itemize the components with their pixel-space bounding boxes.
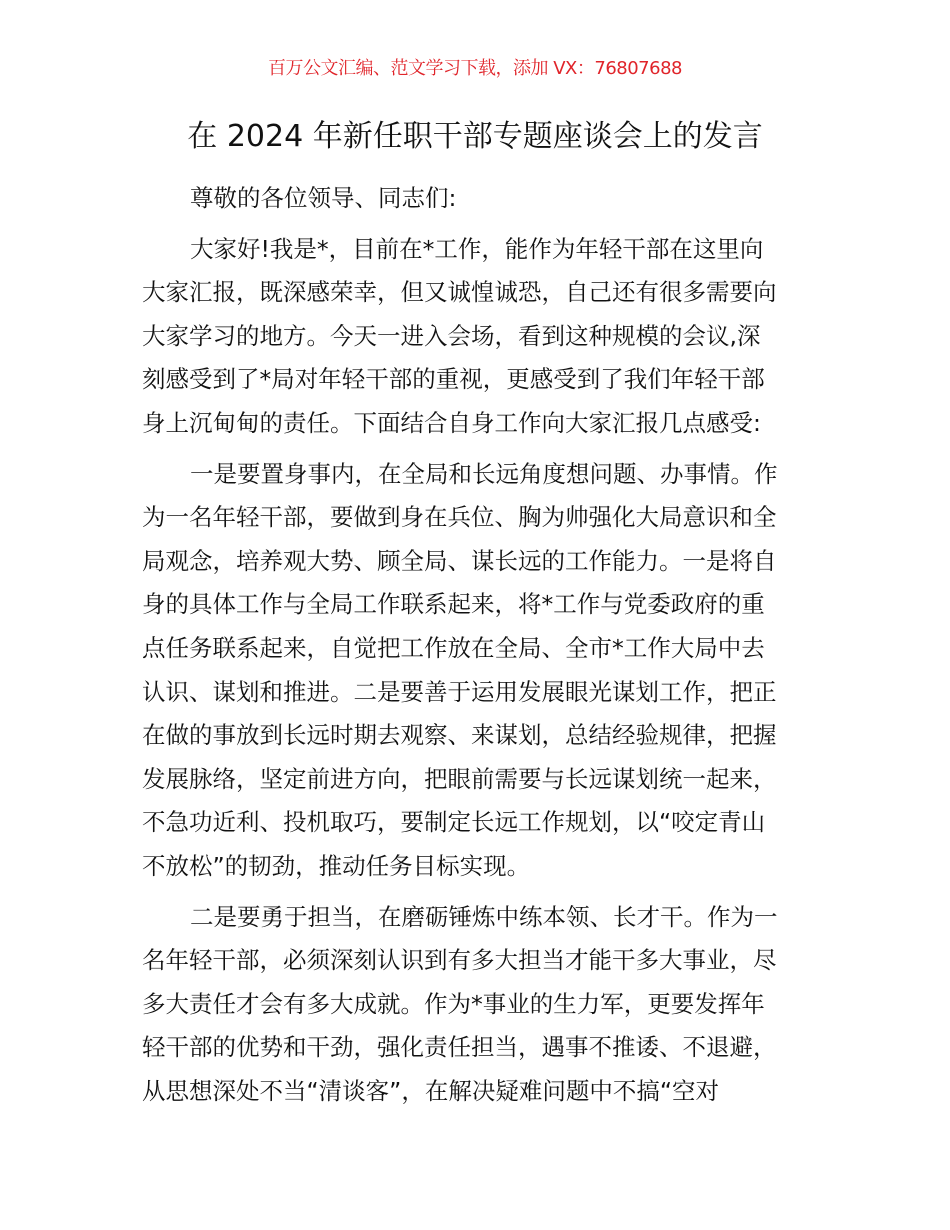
text-line: 点任务联系起来，自觉把工作放在全局、全市*工作大局中去 xyxy=(142,633,765,662)
paragraph-point-one xyxy=(142,453,822,889)
text-line: 发展脉络，坚定前进方向，把眼前需要与长远谋划统一起来， xyxy=(142,764,777,793)
text-line: 身上沉甸甸的责任。下面结合自身工作向大家汇报几点感受: xyxy=(142,408,761,437)
text-line: 局观念，培养观大势、顾全局、谋长远的工作能力。一是将自 xyxy=(142,546,777,575)
text-line: 刻感受到了*局对年轻干部的重视，更感受到了我们年轻干部 xyxy=(142,365,765,394)
text-line: 大家汇报，既深感荣幸，但又诚惶诚恐，自己还有很多需要向 xyxy=(142,278,777,307)
text-line: 二是要勇于担当，在磨砺锤炼中练本领、长才干。作为一 xyxy=(190,902,778,931)
watermark-header: 百万公文汇编、范文学习下载，添加 VX：76807688 xyxy=(268,58,682,79)
document-body xyxy=(142,170,822,1113)
text-line: 在做的事放到长远时期去观察、来谋划，总结经验规律，把握 xyxy=(142,721,777,750)
text-line: 大家学习的地方。今天一进入会场，看到这种规模的会议,深 xyxy=(142,321,761,350)
text-line: 不放松”的韧劲，推动任务目标实现。 xyxy=(142,851,531,880)
text-line: 从思想深处不当“清谈客”，在解决疑难问题中不搞“空对 xyxy=(142,1076,720,1105)
document-title: 在 2024 年新任职干部专题座谈会上的发言 xyxy=(187,119,763,154)
text-line: 一是要置身事内，在全局和长远角度想问题、办事情。作 xyxy=(190,459,778,488)
paragraph-intro xyxy=(142,228,822,446)
text-line: 名年轻干部，必须深刻认识到有多大担当才能干多大事业，尽 xyxy=(142,946,777,975)
text-line: 为一名年轻干部，要做到身在兵位、胸为帅强化大局意识和全 xyxy=(142,503,777,532)
text-line: 不急功近利、投机取巧，要制定长远工作规划，以“咬定青山 xyxy=(142,808,766,837)
paragraph-salutation xyxy=(142,177,822,221)
text-line: 尊敬的各位领导、同志们: xyxy=(190,184,457,212)
text-line: 身的具体工作与全局工作联系起来，将*工作与党委政府的重 xyxy=(142,590,765,619)
paragraph-point-two xyxy=(142,896,822,1114)
text-line: 多大责任才会有多大成就。作为*事业的生力军，更要发挥年 xyxy=(142,989,765,1018)
text-line: 轻干部的优势和干劲，强化责任担当，遇事不推诿、不退避， xyxy=(142,1033,777,1062)
text-line: 认识、谋划和推进。二是要善于运用发展眼光谋划工作，把正 xyxy=(142,677,777,706)
text-line: 大家好!我是*，目前在*工作，能作为年轻干部在这里向 xyxy=(190,234,764,263)
